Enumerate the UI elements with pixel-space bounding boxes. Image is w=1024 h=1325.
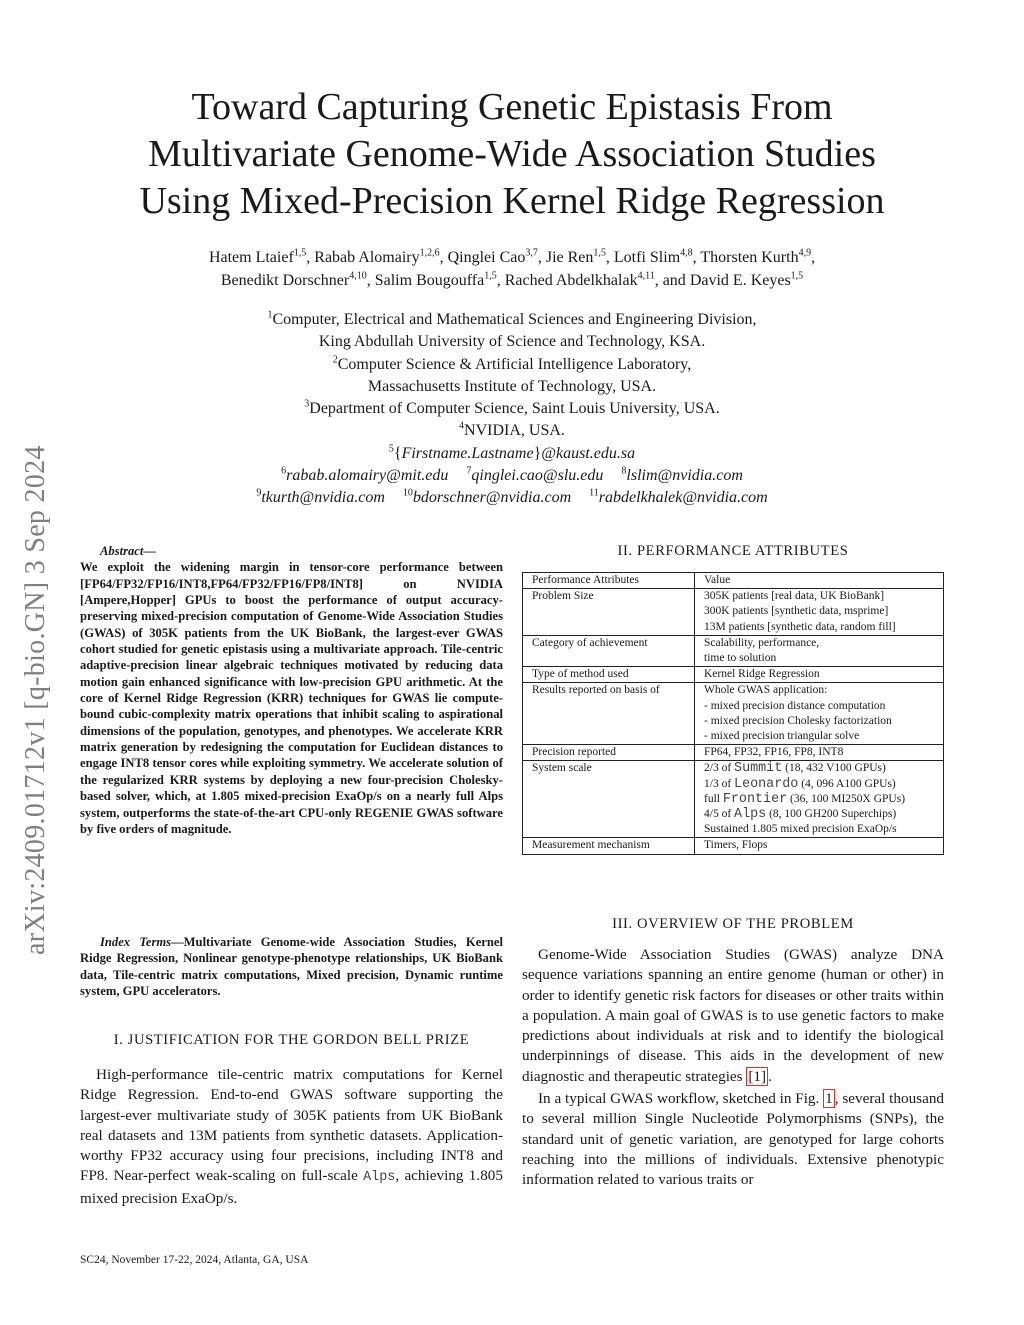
table-row <box>523 683 944 745</box>
table-key: Measurement mechanism <box>523 838 695 854</box>
affiliation-text: Department of Computer Science, Saint Louis University, USA. <box>309 400 720 418</box>
table-value-line: Whole GWAS application: <box>704 684 828 697</box>
paragraph-text: , achieving 1.805 mixed precision ExaOp/s. <box>80 1167 503 1207</box>
table-value-line <box>704 777 939 792</box>
system-name: Leonardo <box>734 776 799 792</box>
table-header-key: Performance Attributes <box>523 573 695 589</box>
table-row <box>523 635 944 666</box>
conference-footer: SC24, November 17-22, 2024, Atlanta, GA, USA <box>80 1254 309 1266</box>
author-affil-sup: 3,7 <box>525 247 538 259</box>
index-terms <box>80 934 503 999</box>
left-column <box>80 543 503 837</box>
affiliation-sup: 2 <box>332 354 338 366</box>
email-entry <box>466 467 603 484</box>
abstract <box>80 543 503 837</box>
table-row <box>523 761 944 838</box>
affiliation-line <box>80 309 944 331</box>
section-3-paragraph <box>522 1089 944 1190</box>
title-line: Using Mixed-Precision Kernel Ridge Regression <box>139 180 885 222</box>
citation-link[interactable]: [1] <box>748 1067 767 1085</box>
author-affil-sup: 4,11 <box>637 270 655 282</box>
table-value-line: time to solution <box>704 652 777 665</box>
section-3 <box>522 916 944 1191</box>
paragraph-text: . <box>768 1067 772 1085</box>
table-row <box>523 589 944 636</box>
line-prefix: 2/3 of <box>704 762 735 775</box>
line-prefix: 1/3 of <box>704 777 735 790</box>
author-sep: , <box>366 272 375 289</box>
affiliation-line <box>80 376 944 398</box>
author-name: David E. Keyes <box>689 272 791 289</box>
arxiv-identifier[interactable]: arXiv:2409.01712v1 [q-bio.GN] 3 Sep 2024 <box>20 445 51 955</box>
table-key: Category of achievement <box>523 635 695 666</box>
author-sep: , <box>496 272 505 289</box>
affiliation-sup: 5 <box>388 443 394 455</box>
index-terms-label: Index Terms <box>100 935 172 949</box>
table-value <box>695 635 944 666</box>
email-domain: @kaust.edu.sa <box>541 444 636 462</box>
section-1 <box>80 1032 503 1209</box>
section-3-paragraph <box>522 945 944 1087</box>
email-address[interactable]: tkurth@nvidia.com <box>261 489 385 507</box>
affiliation-text: Massachusetts Institute of Technology, USA. <box>367 377 657 395</box>
table-value-line <box>704 761 939 776</box>
table-value: Timers, Flops <box>695 838 944 854</box>
author-affil-sup: 1,5 <box>484 270 497 282</box>
author-name: Rached Abdelkhalak <box>504 272 638 289</box>
author-affil-sup: 4,9 <box>798 247 812 259</box>
author-name: Lotfi Slim <box>613 249 681 266</box>
table-key: Precision reported <box>523 745 695 761</box>
table-value-line: - mixed precision triangular solve <box>704 730 860 743</box>
email-entry <box>403 489 571 506</box>
line-prefix: full <box>704 792 723 805</box>
author-sep: , <box>605 249 614 266</box>
author-line <box>80 269 944 292</box>
table-header-value: Value <box>695 573 944 589</box>
affiliation-text: Computer Science & Artificial Intelligence Laboratory, <box>337 355 692 373</box>
author-affil-sup: 1,5 <box>790 270 804 282</box>
author-sep: , <box>439 249 448 266</box>
table-row <box>523 838 944 854</box>
table-header-row <box>523 573 944 589</box>
table-key: System scale <box>523 761 695 838</box>
system-name: Alps <box>363 1170 396 1186</box>
email-name-pattern: Firstname.Lastname <box>401 444 534 462</box>
table-value-line: - mixed precision Cholesky factorization <box>704 714 892 727</box>
line-suffix: (4, 096 A100 GPUs) <box>798 777 896 790</box>
line-suffix: (18, 432 V100 GPUs) <box>782 762 886 775</box>
table-value-line: Kernel Ridge Regression <box>704 668 820 681</box>
table-value <box>695 667 944 683</box>
author-affil-sup: 1,2,6 <box>419 247 440 259</box>
affiliation-line <box>80 354 944 376</box>
affiliation-sup: 3 <box>304 398 310 410</box>
email-address[interactable]: bdorschner@nvidia.com <box>412 489 572 507</box>
author-name: Jie Ren <box>545 249 594 266</box>
email-sup: 7 <box>466 465 472 477</box>
email-sup: 10 <box>402 488 413 500</box>
table-value-line: Scalability, performance, <box>704 636 820 649</box>
table-value-line: 13M patients [synthetic data, random fill] <box>704 620 896 633</box>
email-entry <box>589 489 768 506</box>
affiliation-text: King Abdullah University of Science and Technology, KSA. <box>318 333 706 351</box>
author-name: Rabab Alomairy <box>314 249 420 266</box>
table-key: Type of method used <box>523 667 695 683</box>
author-sep: , and <box>654 272 690 289</box>
author-affil-sup: 1,5 <box>293 247 307 259</box>
abstract-label: Abstract— <box>100 544 156 558</box>
author-affil-sup: 4,8 <box>680 247 693 259</box>
table-value-line <box>704 822 939 837</box>
email-address[interactable]: rabab.alomairy@mit.edu <box>286 467 449 485</box>
affiliation-list <box>80 309 944 510</box>
affiliation-sup: 1 <box>267 309 273 321</box>
affiliation-line <box>80 398 944 420</box>
author-affil-sup: 1,5 <box>593 247 606 259</box>
author-name: Qinglei Cao <box>447 249 526 266</box>
system-name: Summit <box>734 761 783 777</box>
performance-table <box>522 572 944 855</box>
affiliation-line <box>80 420 944 442</box>
email-address[interactable]: lslim@nvidia.com <box>626 467 743 485</box>
email-entry <box>281 467 448 484</box>
author-affil-sup: 4,10 <box>349 270 367 282</box>
table-key: Problem Size <box>523 589 695 636</box>
table-value <box>695 683 944 745</box>
section-heading: II. PERFORMANCE ATTRIBUTES <box>617 543 849 559</box>
abstract-text: We exploit the widening margin in tensor-core performance between [FP64/FP32/FP16/INT8,FP64/FP32/FP16/FP8/INT8] on NVIDIA [Ampere,Hopper] GPUs to boost the performance of output accuracy-preserving mixed-precision computation of Genome-Wide Association Studies (GWAS) of 305K patients from the UK BioBank, the largest-ever GWAS cohort studied for genetic epistasis using a multivariate approach. Tile-centric adaptive-precision linear algebraic techniques motivated by reducing data motion gain enhanced significance with low-precision GPU arithmetic. At the core of Kernel Ridge Regression (KRR) techniques for GWAS lie compute-bound cubic-complexity matrix operations that inhibit scaling to aspirational dimensions of the population, genotypes, and phenotypes. We accelerate KRR matrix generation by redesigning the computation for Euclidean distances to engage INT8 tensor cores while exploiting symmetry. We accelerate solution of the regularized KRR systems by deploying a new four-precision Cholesky-based solver, which, at 1.805 mixed-precision ExaOp/s on a nearly full Alps system, outperforms the state-of-the-art CPU-only REGENIE GWAS software by five orders of magnitude. <box>80 560 503 836</box>
table-value <box>695 589 944 636</box>
email-line <box>80 465 944 487</box>
system-name: Alps <box>734 807 767 823</box>
table-value <box>695 745 944 761</box>
author-list <box>80 246 944 292</box>
line-suffix: (8, 100 GH200 Superchips) <box>766 808 897 821</box>
email-sup: 8 <box>621 465 627 477</box>
brace-open: { <box>393 444 402 462</box>
author-name: Thorsten Kurth <box>700 249 799 266</box>
paragraph-text: Genome-Wide Association Studies (GWAS) analyze DNA sequence variations spanning an entire genome (human or other) in order to identify genetic risk factors for diseases or other traits within a population. A main goal of GWAS is to use genetic factors to make predictions about individuals at risk and to identify the biological underpinnings of disease. This aids in the development of new diagnostic and therapeutic strategies <box>522 946 944 1085</box>
line-prefix: Sustained 1.805 mixed precision ExaOp/s <box>704 823 897 836</box>
email-sup: 11 <box>589 488 599 500</box>
right-column <box>522 543 944 855</box>
email-line <box>80 487 944 509</box>
index-terms-text: —Multivariate Genome-wide Association Studies, Kernel Ridge Regression, Nonlinear genotype-phenotype relationships, UK BioBank data, Tile-centric matrix computations, Mixed precision, Dynamic runtime system, GPU accelerators. <box>80 935 503 998</box>
table-row <box>523 667 944 683</box>
title-line: Multivariate Genome-Wide Association Studies <box>148 133 876 175</box>
section-heading: III. OVERVIEW OF THE PROBLEM <box>612 916 854 932</box>
table-value-line <box>704 807 939 822</box>
table-value <box>695 761 944 838</box>
table-value-line: FP64, FP32, FP16, FP8, INT8 <box>704 746 844 759</box>
table-value-line: 300K patients [synthetic data, msprime] <box>704 605 889 618</box>
author-sep: , <box>811 249 816 266</box>
system-name: Frontier <box>722 791 788 807</box>
table-key: Results reported on basis of <box>523 683 695 745</box>
section-heading: I. JUSTIFICATION FOR THE GORDON BELL PRIZE <box>113 1032 470 1048</box>
figure-link[interactable]: 1 <box>825 1090 833 1108</box>
table-row <box>523 745 944 761</box>
paragraph-text: , several thousand to several million Single Nucleotide Polymorphisms (SNPs), the standard unit of genetic variation, are genotyped for large cohorts reaching into the millions of individuals. Extensive phenotypic information related to various traits or <box>522 1090 945 1189</box>
email-entry <box>621 467 742 484</box>
email-address[interactable]: rabdelkhalek@nvidia.com <box>598 489 768 507</box>
author-sep: , <box>537 249 546 266</box>
email-entry <box>256 489 385 506</box>
paper-title <box>80 84 944 225</box>
affiliation-sup: 4 <box>459 421 465 433</box>
affiliation-text: NVIDIA, USA. <box>464 422 565 440</box>
affiliation-line <box>80 331 944 353</box>
line-prefix: 4/5 of <box>704 808 735 821</box>
email-address[interactable]: qinglei.cao@slu.edu <box>471 467 604 485</box>
affiliation-text: Computer, Electrical and Mathematical Sciences and Engineering Division, <box>272 311 757 328</box>
author-name: Hatem Ltaief <box>208 249 294 266</box>
author-name: Benedikt Dorschner <box>220 272 350 289</box>
table-value-line <box>704 792 939 807</box>
author-sep: , <box>692 249 701 266</box>
title-line: Toward Capturing Genetic Epistasis From <box>191 86 833 128</box>
author-line <box>80 246 944 269</box>
brace-close: } <box>533 444 542 462</box>
section-1-paragraph <box>80 1065 503 1209</box>
email-sup: 9 <box>256 488 262 500</box>
line-suffix: (36, 100 MI250X GPUs) <box>787 792 906 805</box>
author-sep: , <box>306 249 315 266</box>
table-value-line: 305K patients [real data, UK BioBank] <box>704 590 885 603</box>
paragraph-text: In a typical GWAS workflow, sketched in Fig. <box>538 1090 824 1108</box>
table-value-line: - mixed precision distance computation <box>704 699 886 712</box>
paragraph-text: High-performance tile-centric matrix computations for Kernel Ridge Regression. End-to-end GWAS software supporting the largest-ever multivariate study of 305K patients from UK BioBank real datasets and 13M patients from synthetic datasets. Application-worthy FP32 accuracy using four precisions, including INT8 and FP8. Near-perfect weak-scaling on full-scale <box>80 1066 503 1185</box>
email-sup: 6 <box>281 465 287 477</box>
email-pattern-line <box>80 443 944 465</box>
author-name: Salim Bougouffa <box>374 272 485 289</box>
